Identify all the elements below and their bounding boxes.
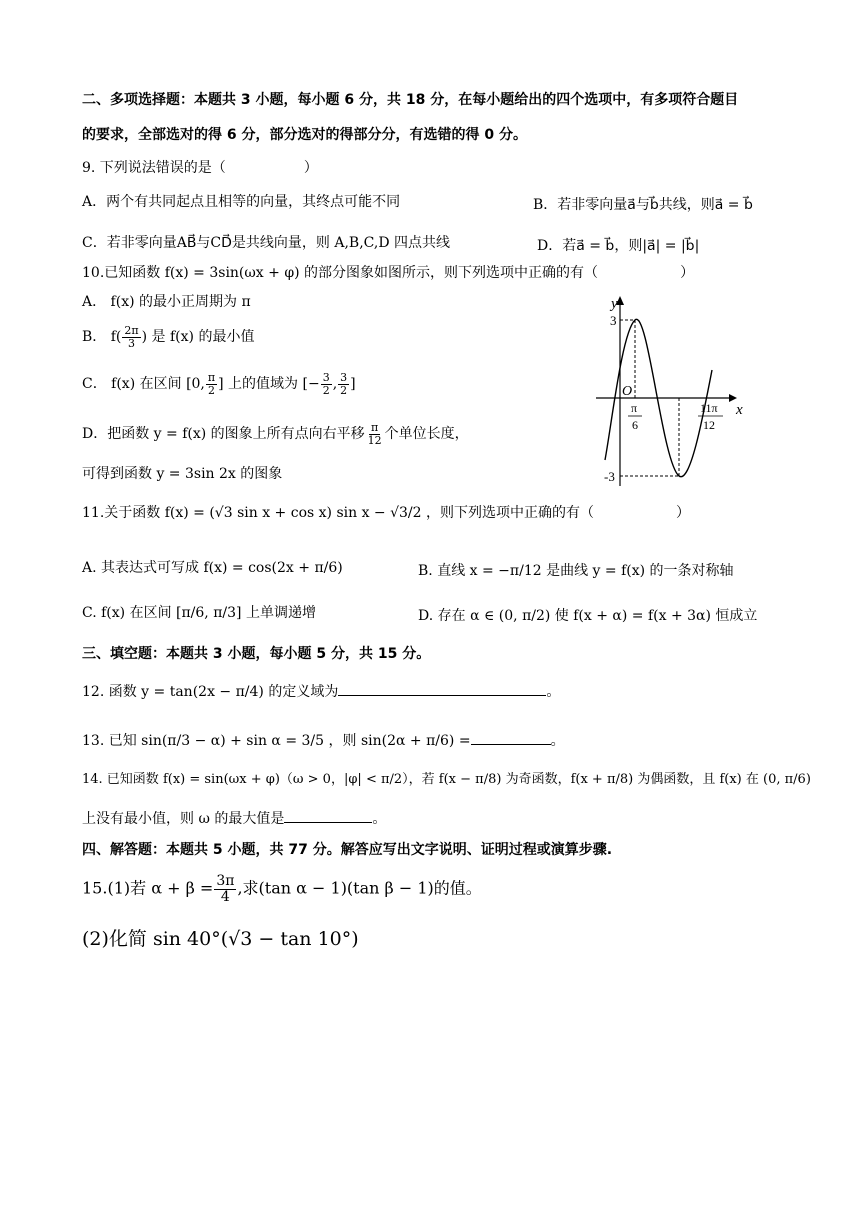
q10-d-num: π bbox=[371, 421, 379, 434]
q10-d-den: 12 bbox=[367, 433, 382, 447]
q10-c-den3: 2 bbox=[340, 383, 348, 397]
q13-end: 。 bbox=[550, 733, 565, 749]
q15-part1 bbox=[82, 874, 482, 904]
q10-d-pre: D．把函数 y = f(x) 的图象上所有点向右平移 bbox=[82, 426, 365, 443]
q15-1-frac bbox=[214, 874, 236, 904]
q9-option-d: D．若a⃗ = b⃗，则|a⃗| = |b⃗| bbox=[537, 238, 700, 254]
q10-option-c bbox=[82, 372, 356, 396]
q15-1-num: 3π bbox=[216, 873, 235, 889]
q10-b-num: 2π bbox=[124, 324, 139, 337]
q14-line2 bbox=[82, 811, 386, 828]
q10-c-num3: 3 bbox=[340, 371, 348, 384]
q10-b-post: ) 是 f(x) 的最小值 bbox=[141, 329, 255, 346]
q12-end: 。 bbox=[546, 684, 561, 700]
section4-title: 四、解答题：本题共 5 小题，共 77 分。解答应写出文字说明、证明过程或演算步骤. bbox=[82, 842, 613, 858]
q13 bbox=[82, 733, 565, 750]
q11-stem bbox=[82, 505, 690, 522]
q10-c-frac2 bbox=[321, 372, 332, 396]
section2-title-line2: 的要求，全部选对的得 6 分，部分选对的得部分分，有选错的得 0 分。 bbox=[82, 127, 527, 143]
q11-stem-text: 11.关于函数 f(x) = (√3 sin x + cos x) sin x − √3/2 ，则下列选项中正确的有（ bbox=[82, 505, 595, 521]
q10-c-mid: ] 上的值域为 [− bbox=[218, 376, 320, 393]
q11-option-d: D. 存在 α ∈ (0, π/2) 使 f(x + α) = f(x + 3α) 恒成立 bbox=[418, 608, 758, 624]
q10-d-post: 个单位长度， bbox=[384, 426, 469, 443]
q9-stem-text: 9. 下列说法错误的是（ bbox=[82, 160, 226, 176]
q10-stem-text: 10.已知函数 f(x) = 3sin(ωx + φ) 的部分图象如图所示，则下列选项中正确的有（ bbox=[82, 265, 599, 281]
q9-option-c: C．若非零向量AB⃗与CD⃗是共线向量，则 A,B,C,D 四点共线 bbox=[82, 235, 451, 251]
q9-option-a: A．两个有共同起点且相等的向量，其终点可能不同 bbox=[82, 194, 401, 210]
q10-d-frac bbox=[366, 422, 384, 446]
q15-1-post: ,求(tan α − 1)(tan β − 1)的值。 bbox=[237, 878, 482, 898]
q10-c-den2: 2 bbox=[322, 383, 330, 397]
q11-option-c: C. f(x) 在区间 [π/6, π/3] 上单调递增 bbox=[82, 605, 316, 621]
graph-tick1-num: π bbox=[631, 401, 638, 415]
q10-stem bbox=[82, 265, 694, 282]
graph-tick1-den: 6 bbox=[632, 418, 638, 432]
graph-origin-label: O bbox=[622, 384, 633, 399]
q10-c-num1: π bbox=[207, 371, 216, 384]
q10-b-pre: B． f( bbox=[82, 329, 122, 346]
q14-end: 。 bbox=[372, 811, 387, 827]
q10-c-frac3 bbox=[338, 372, 349, 396]
q15-1-den: 4 bbox=[220, 888, 230, 905]
graph-ymin-label: -3 bbox=[604, 469, 615, 484]
q10-b-frac bbox=[122, 325, 140, 349]
q10-option-d-line2: 可得到函数 y = 3sin 2x 的图象 bbox=[82, 466, 283, 482]
q10-stem-close: ） bbox=[680, 265, 695, 281]
q10-c-frac1 bbox=[206, 372, 217, 396]
q10-sine-graph bbox=[590, 292, 750, 492]
section3-title: 三、填空题：本题共 3 小题，每小题 5 分，共 15 分。 bbox=[82, 646, 431, 662]
q10-option-a: A． f(x) 的最小正周期为 π bbox=[82, 294, 251, 310]
q12 bbox=[82, 684, 560, 701]
q12-answer-blank[interactable] bbox=[338, 695, 546, 696]
section2-title-line1: 二、多项选择题：本题共 3 小题，每小题 6 分，共 18 分，在每小题给出的四个选项中，有多项符合题目 bbox=[82, 92, 739, 108]
q9-stem bbox=[82, 160, 318, 177]
q10-c-num2: 3 bbox=[322, 371, 330, 384]
graph-y-label: y bbox=[611, 296, 618, 312]
q14-text: 上没有最小值，则 ω 的最大值是 bbox=[82, 811, 285, 827]
q13-text: 13. 已知 sin(π/3 − α) + sin α = 3/5 ，则 sin(2α + π/6) = bbox=[82, 733, 471, 749]
q10-option-b bbox=[82, 325, 254, 349]
q12-text: 12. 函数 y = tan(2x − π/4) 的定义域为 bbox=[82, 684, 339, 700]
q9-option-b: B．若非零向量a⃗与b⃗共线，则a⃗ = b⃗ bbox=[533, 197, 753, 213]
q10-c-den1: 2 bbox=[208, 383, 215, 397]
q14-line1: 14. 已知函数 f(x) = sin(ωx + φ)（ω > 0，|φ| < π/2），若 f(x − π/8) 为奇函数，f(x + π/8) 为偶函数，且 f(x) 在 (0, π/6) bbox=[82, 772, 811, 787]
graph-tick2-den: 12 bbox=[703, 418, 715, 432]
q10-c-pre: C． f(x) 在区间 [0, bbox=[82, 376, 205, 393]
q10-b-den: 3 bbox=[128, 336, 135, 350]
q15-1-pre: 15.(1)若 α + β = bbox=[82, 878, 214, 898]
q10-c-post: ] bbox=[350, 376, 356, 393]
graph-tick2-num: 11π bbox=[700, 401, 718, 415]
q14-answer-blank[interactable] bbox=[284, 822, 372, 823]
q13-answer-blank[interactable] bbox=[471, 744, 551, 745]
q11-stem-close: ） bbox=[676, 505, 691, 521]
q15-part2: (2)化简 sin 40°(√3 − tan 10°) bbox=[82, 928, 359, 950]
graph-ymax-label: 3 bbox=[610, 313, 617, 328]
q11-option-b: B. 直线 x = −π/12 是曲线 y = f(x) 的一条对称轴 bbox=[418, 563, 734, 579]
graph-x-arrow bbox=[729, 394, 737, 402]
q11-option-a: A. 其表达式可写成 f(x) = cos(2x + π/6) bbox=[82, 560, 343, 576]
graph-x-label: x bbox=[736, 402, 743, 418]
q10-option-d bbox=[82, 422, 469, 446]
q9-stem-close: ） bbox=[303, 160, 318, 176]
q10-c-sep: , bbox=[332, 376, 338, 393]
